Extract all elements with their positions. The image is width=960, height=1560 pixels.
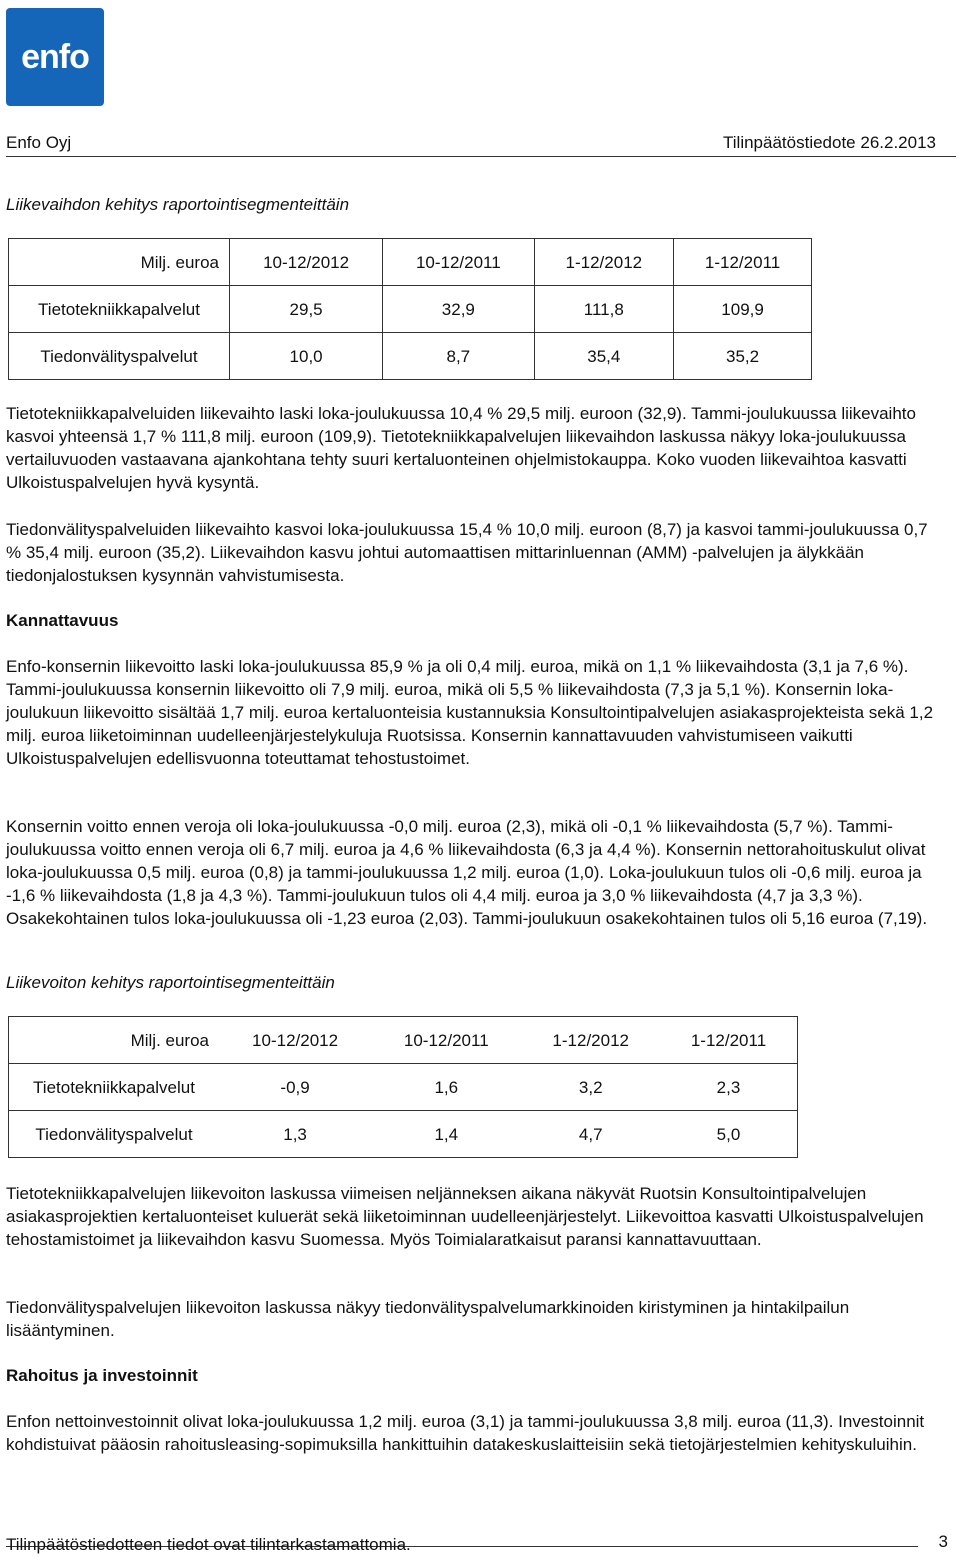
table-cell: Tiedonvälityspalvelut bbox=[9, 1111, 220, 1158]
table-cell: 1,6 bbox=[371, 1064, 521, 1111]
footer-note: Tilinpäätöstiedotteen tiedot ovat tilintarkastamattomia. bbox=[6, 1535, 411, 1554]
section-title-revenue: Liikevaihdon kehitys raportointisegmenteittäin bbox=[6, 195, 350, 214]
table-row bbox=[9, 1064, 798, 1111]
page-number: 3 bbox=[938, 1532, 948, 1551]
table-cell: 35,4 bbox=[534, 333, 674, 380]
heading-kannattavuus: Kannattavuus bbox=[6, 611, 119, 630]
table-cell: 1-12/2011 bbox=[660, 1017, 798, 1064]
table-cell: 2,3 bbox=[660, 1064, 798, 1111]
table-row bbox=[9, 333, 812, 380]
table-cell: Milj. euroa bbox=[9, 239, 230, 286]
paragraph-info-profit: Tiedonvälityspalvelujen liikevoiton laskussa näkyy tiedonvälityspalvelumarkkinoiden kiristyminen ja hintakilpailun lisääntyminen. bbox=[6, 1298, 850, 1340]
revenue-table bbox=[8, 238, 812, 380]
document-title: Tilinpäätöstiedote 26.2.2013 bbox=[723, 133, 936, 152]
table-cell: 1,3 bbox=[219, 1111, 371, 1158]
table-cell: 5,0 bbox=[660, 1111, 798, 1158]
table-cell: 10,0 bbox=[230, 333, 383, 380]
table-cell: 35,2 bbox=[674, 333, 812, 380]
table-cell: 10-12/2011 bbox=[371, 1017, 521, 1064]
table-cell: 1-12/2012 bbox=[521, 1017, 660, 1064]
table-cell: 109,9 bbox=[674, 286, 812, 333]
table-cell: 4,7 bbox=[521, 1111, 660, 1158]
table-cell: 10-12/2011 bbox=[383, 239, 534, 286]
paragraph-result: Konsernin voitto ennen veroja oli loka-joulukuussa -0,0 milj. euroa (2,3), mikä oli -0,1 % liikevaihdosta (5,7 %). Tammi-joulukuussa voitto ennen veroja oli 6,7 milj. euroa ja 4,6 % liikevaihdosta (6,3 ja 4,4 %). Konsernin nettorahoituskulut olivat loka-joulukuussa 0,5 milj. euroa (0,8) ja tammi-joulukuussa 1,2 milj. euroa (1,0). Loka-joulukuun tulos oli -0,6 milj. euroa ja -1,6 % liikevaihdosta (1,8 ja 4,3 %). Tammi-joulukuun tulos oli 4,4 milj. euroa ja 3,0 % liikevaihdosta (4,7 ja 3,3 %). Osakekohtainen tulos loka-joulukuussa oli -1,23 euroa (2,03). Tammi-joulukuun osakekohtainen tulos oli 5,16 euroa (7,19). bbox=[6, 817, 928, 928]
table-cell: 32,9 bbox=[383, 286, 534, 333]
paragraph-it-revenue: Tietotekniikkapalveluiden liikevaihto laski loka-joulukuussa 10,4 % 29,5 milj. euroon (32,9). Tammi-joulukuussa liikevaihto kasvoi yhteensä 1,7 % 111,8 milj. euroon (109,9). Tietotekniikkapalvelujen liikevaihdon laskussa näkyy loka-joulukuussa vertailuvuoden vastaavana ajankohtana tehty suuri kertaluonteinen ohjelmistokauppa. Koko vuoden liikevaihtoa kasvatti Ulkoistuspalvelujen hyvä kysyntä. bbox=[6, 404, 916, 492]
table-header-row bbox=[9, 1017, 798, 1064]
table-cell: 1,4 bbox=[371, 1111, 521, 1158]
table-cell: 29,5 bbox=[230, 286, 383, 333]
table-cell: 8,7 bbox=[383, 333, 534, 380]
header-rule bbox=[6, 156, 956, 157]
table-cell: Tietotekniikkapalvelut bbox=[9, 286, 230, 333]
table-row bbox=[9, 1111, 798, 1158]
paragraph-it-profit: Tietotekniikkapalvelujen liikevoiton laskussa viimeisen neljänneksen aikana näkyvät Ruotsin Konsultointipalvelujen asiakasprojektien kertaluonteiset kuluerät sekä liiketoiminnan uudelleenjärjestelyt. Liikevoittoa kasvatti Ulkoistuspalvelujen tehostamistoimet ja liikevaihdon kasvu Suomessa. Myös Toimialaratkaisut paransi kannattavuuttaan. bbox=[6, 1184, 924, 1249]
table-cell: 1-12/2012 bbox=[534, 239, 674, 286]
table-cell: Tietotekniikkapalvelut bbox=[9, 1064, 220, 1111]
table-cell: 3,2 bbox=[521, 1064, 660, 1111]
table-header-row bbox=[9, 239, 812, 286]
table-cell: Milj. euroa bbox=[9, 1017, 220, 1064]
section-title-profit: Liikevoiton kehitys raportointisegmenteittäin bbox=[6, 973, 335, 992]
table-cell: Tiedonvälityspalvelut bbox=[9, 333, 230, 380]
paragraph-investments: Enfon nettoinvestoinnit olivat loka-joulukuussa 1,2 milj. euroa (3,1) ja tammi-joulukuussa 3,8 milj. euroa (11,3). Investoinnit kohdistuivat pääosin rahoitusleasing-sopimuksilla hankittuihin datakeskuslaitteisiin sekä tietojärjestelmien kehityskuluihin. bbox=[6, 1412, 925, 1454]
heading-rahoitus: Rahoitus ja investoinnit bbox=[6, 1366, 198, 1385]
table-cell: 10-12/2012 bbox=[230, 239, 383, 286]
table-cell: 1-12/2011 bbox=[674, 239, 812, 286]
paragraph-profitability: Enfo-konsernin liikevoitto laski loka-joulukuussa 85,9 % ja oli 0,4 milj. euroa, mikä on 1,1 % liikevaihdosta (3,1 ja 7,6 %). Tammi-joulukuussa konsernin liikevoitto oli 7,9 milj. euroa, mikä oli 5,5 % liikevaihdosta (7,3 ja 5,1 %). Konsernin loka-joulukuun liikevoitto sisältää 1,7 milj. euroa kertaluonteisia kustannuksia Konsultointipalvelujen asiakasprojekteista sekä 1,2 milj. euroa liiketoiminnan uudelleenjärjestelykuluja Ruotsissa. Konsernin kannattavuuden vahvistumiseen vaikutti Ulkoistuspalvelujen edellisvuonna toteuttamat tehostustoimet. bbox=[6, 657, 934, 768]
paragraph-info-revenue: Tiedonvälityspalveluiden liikevaihto kasvoi loka-joulukuussa 15,4 % 10,0 milj. euroon (8,7) ja kasvoi tammi-joulukuussa 0,7 % 35,4 milj. euroon (35,2). Liikevaihdon kasvu johtui automaattisen mittarinluennan (AMM) -palvelujen ja älykkään tiedonjalostuksen kysynnän vahvistumisesta. bbox=[6, 520, 928, 585]
table-cell: -0,9 bbox=[219, 1064, 371, 1111]
enfo-logo: enfo bbox=[6, 8, 104, 106]
profit-table bbox=[8, 1016, 798, 1158]
table-cell: 111,8 bbox=[534, 286, 674, 333]
company-name: Enfo Oyj bbox=[6, 133, 72, 152]
table-row bbox=[9, 286, 812, 333]
table-cell: 10-12/2012 bbox=[219, 1017, 371, 1064]
